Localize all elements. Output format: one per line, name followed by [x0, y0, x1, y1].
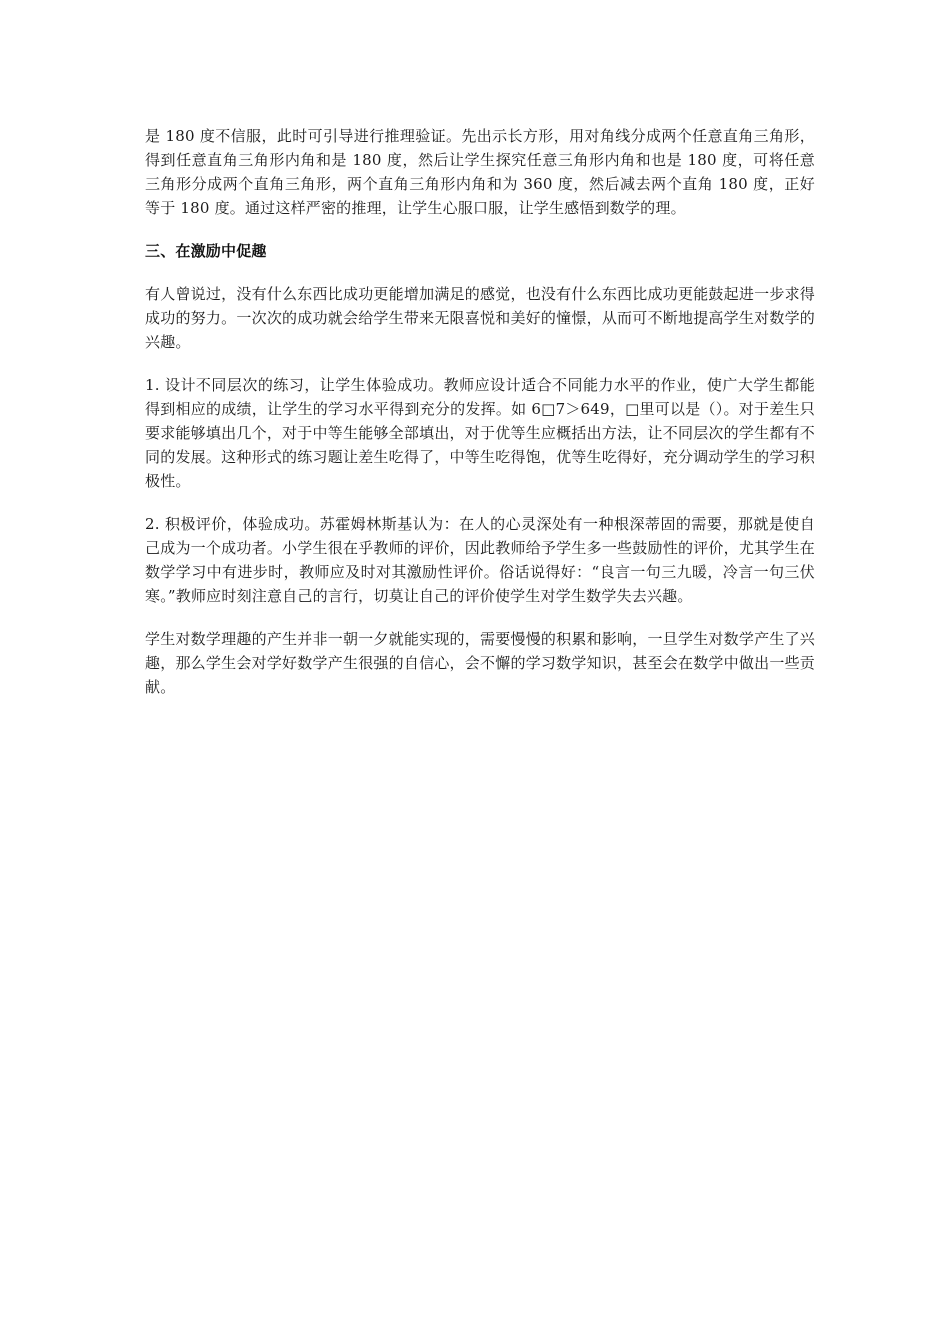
document-body — [145, 124, 815, 718]
paragraph-success-intro: 有人曾说过，没有什么东西比成功更能增加满足的感觉，也没有什么东西比成功更能鼓起进一步求得成功的努力。一次次的成功就会给学生带来无限喜悦和美好的憧憬，从而可不断地提高学生对数学的兴趣。 — [145, 285, 815, 351]
paragraph-layered-exercises: 1. 设计不同层次的练习，让学生体验成功。教师应设计适合不同能力水平的作业，使广大学生都能得到相应的成绩，让学生的学习水平得到充分的发挥。如 6□7＞649，□里可以是（）。对于差生只要求能够填出几个，对于中等生能够全部填出，对于优等生应概括出方法，让不同层次的学生都有不同的发展。这种形式的练习题让差生吃得了，中等生吃得饱，优等生吃得好，充分调动学生的学习积极性。 — [145, 376, 815, 490]
section-heading: 三、在激励中促趣 — [145, 242, 267, 260]
paragraph-triangle-angle-sum: 是 180 度不信服，此时可引导进行推理验证。先出示长方形，用对角线分成两个任意直角三角形，得到任意直角三角形内角和是 180 度，然后让学生探究任意三角形内角和也是 180 度，可将任意三角形分成两个直角三角形，两个直角三角形内角和为 360 度，然后减去两个直角 180 度，正好等于 180 度。通过这样严密的推理，让学生心服口服，让学生感悟到数学的理。 — [145, 127, 815, 217]
paragraph-conclusion: 学生对数学理趣的产生并非一朝一夕就能实现的，需要慢慢的积累和影响，一旦学生对数学产生了兴趣，那么学生会对学好数学产生很强的自信心，会不懈的学习数学知识，甚至会在数学中做出一些贡献。 — [145, 630, 815, 696]
paragraph-positive-evaluation: 2. 积极评价，体验成功。苏霍姆林斯基认为：在人的心灵深处有一种根深蒂固的需要，那就是使自己成为一个成功者。小学生很在乎教师的评价，因此教师给予学生多一些鼓励性的评价，尤其学生在数学学习中有进步时，教师应及时对其激励性评价。俗话说得好：“良言一句三九暖，冷言一句三伏寒。”教师应时刻注意自己的言行，切莫让自己的评价使学生对学生数学失去兴趣。 — [145, 515, 815, 605]
